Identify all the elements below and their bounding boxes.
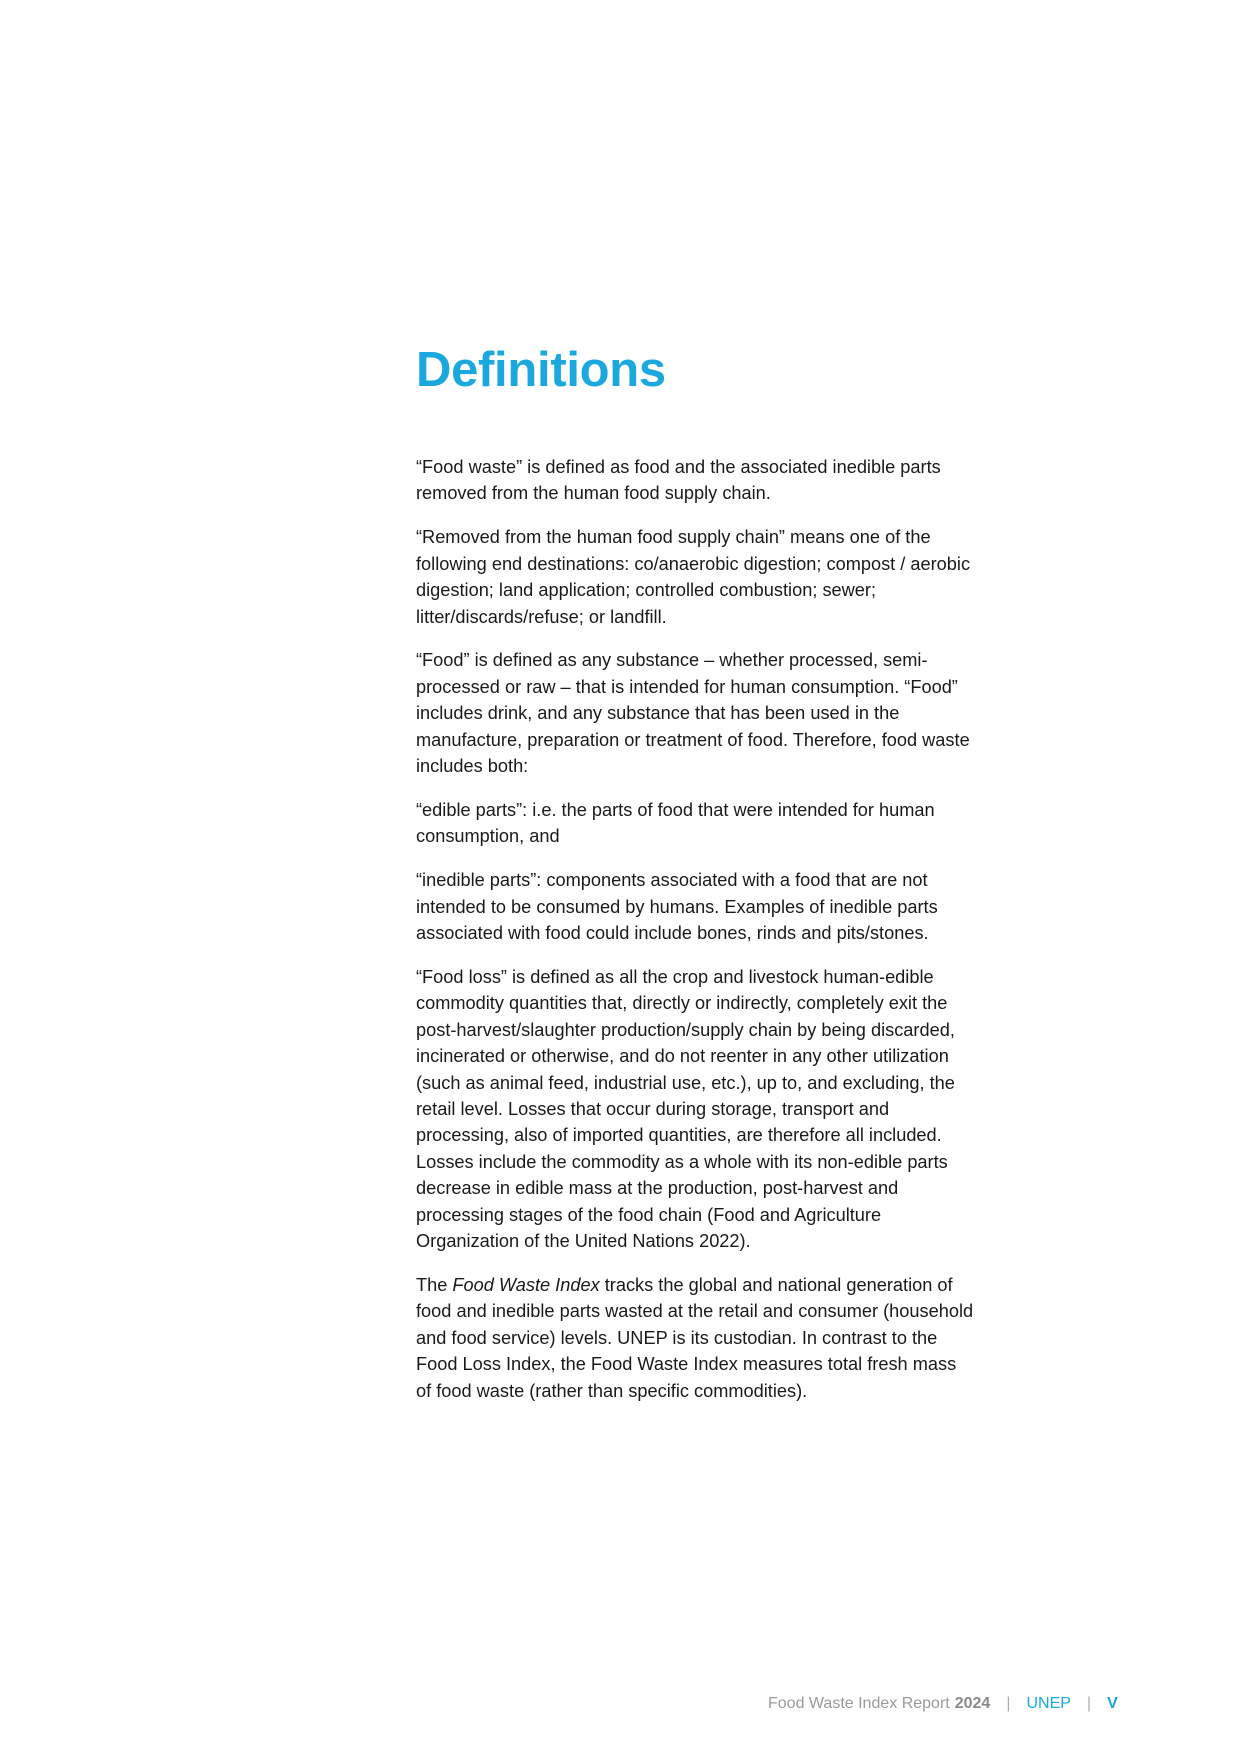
footer-report-title: Food Waste Index Report — [768, 1695, 950, 1712]
footer-page-number: V — [1107, 1695, 1118, 1712]
footer-report-year: 2024 — [954, 1695, 991, 1712]
definition-inedible-parts: “inedible parts”: components associated with a food that are not intended to be consumed by humans. Examples of inedible parts associated with food could include bones, rinds and pits/stones. — [416, 870, 938, 944]
definition-removed-from-supply-chain: “Removed from the human food supply chain” means one of the following end destinations: co/anaerobic digestion; compost / aerobic digestion; land application; controlled combustion; sewer; litter/discards/refuse; or landfill. — [416, 527, 971, 627]
definition-food-loss: “Food loss” is defined as all the crop and livestock human-edible commodity quantities that, directly or indirectly, completely exit the post-harvest/slaughter production/supply chain by being discarded, incinerated or otherwise, and do not reenter in any other utilization (such as animal feed, industrial use, etc.), up to, and excluding, the retail level. Losses that occur during storage, transport and processing, also of imported quantities, are therefore all included. Losses include the commodity as a whole with its non-edible parts decrease in edible mass at the production, post-harvest and processing stages of the food chain (Food and Agriculture Organization of the United Nations 2022). — [416, 967, 955, 1252]
definitions-body — [416, 454, 976, 1404]
fwi-emphasis: Food Waste Index — [452, 1274, 600, 1295]
fwi-prefix: The — [416, 1274, 453, 1295]
footer-separator: | — [1006, 1695, 1011, 1712]
fwi-suffix: tracks the global and national generation of food and inedible parts wasted at the retail and consumer (household and food service) levels. UNEP is its custodian. In contrast to the Food Loss Index, the Food Waste Index measures total fresh mass of food waste (rather than specific commodities). — [416, 1274, 974, 1401]
footer-separator: | — [1086, 1695, 1092, 1712]
page-footer — [768, 1692, 1118, 1716]
definition-food: “Food” is defined as any substance – whether processed, semi-processed or raw – that is intended for human consumption. “Food” includes drink, and any substance that has been used in the manufacture, preparation or treatment of food. Therefore, food waste includes both: — [416, 650, 970, 777]
definition-food-waste: “Food waste” is defined as food and the associated inedible parts removed from the human food supply chain. — [416, 457, 941, 504]
footer-org: UNEP — [1026, 1695, 1071, 1712]
page-title: Definitions — [416, 343, 666, 397]
content-column — [416, 338, 976, 1422]
definition-food-waste-index — [416, 1272, 976, 1404]
definition-edible-parts: “edible parts”: i.e. the parts of food that were intended for human consumption, and — [416, 799, 935, 847]
